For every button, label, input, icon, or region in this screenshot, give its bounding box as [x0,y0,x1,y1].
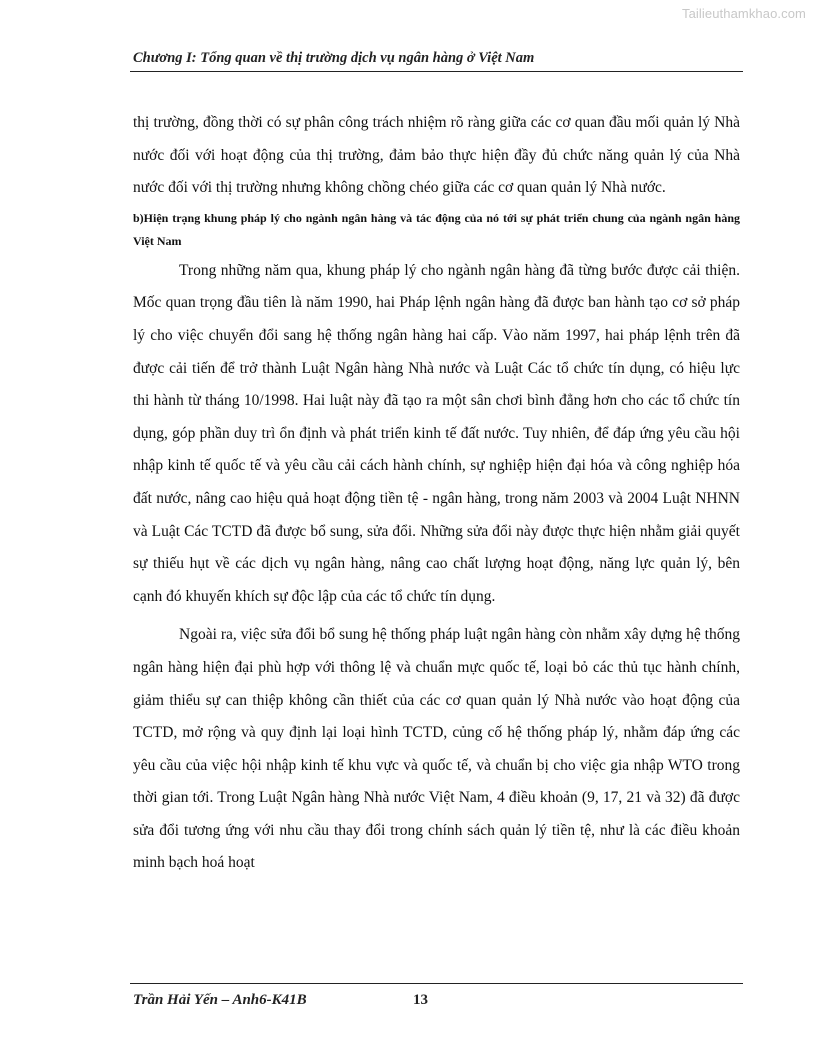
page-number: 13 [413,992,428,1008]
document-body [133,107,740,880]
paragraph-continued: thị trường, đồng thời có sự phân công trách nhiệm rõ ràng giữa các cơ quan đầu mối quản lý Nhà nước đối với hoạt động của thị trường, đảm bảo thực hiện đầy đủ chức năng quản lý của Nhà nước đối với thị trường nhưng không chồng chéo giữa các cơ quan quản lý Nhà nước. [133,114,740,197]
chapter-header: Chương I: Tổng quan về thị trường dịch vụ ngân hàng ở Việt Nam [133,50,535,66]
section-heading: b)Hiện trạng khung pháp lý cho ngành ngân hàng và tác động của nó tới sự phát triển chung của ngành ngân hàng Việt Nam [133,210,740,248]
footer-divider [130,983,743,984]
footer-author: Trần Hải Yến – Anh6-K41B [133,992,307,1008]
paragraph-legal-framework: Trong những năm qua, khung pháp lý cho ngành ngân hàng đã từng bước được cải thiện. Mốc quan trọng đầu tiên là năm 1990, hai Pháp lệnh ngân hàng đã được ban hành tạo cơ sở pháp lý cho việc chuyển đổi sang hệ thống ngân hàng hai cấp. Vào năm 1997, hai pháp lệnh trên đã được cải tiến để trở thành Luật Ngân hàng Nhà nước và Luật Các tổ chức tín dụng, có hiệu lực thi hành từ tháng 10/1998. Hai luật này đã tạo ra một sân chơi bình đẳng hơn cho các tổ chức tín dụng, góp phần duy trì ổn định và phát triển kinh tế đất nước. Tuy nhiên, để đáp ứng yêu cầu hội nhập kinh tế quốc tế và yêu cầu cải cách hành chính, sự nghiệp hiện đại hóa và công nghiệp hóa đất nước, nâng cao hiệu quả hoạt động tiền tệ - ngân hàng, trong năm 2003 và 2004 Luật NHNN và Luật Các TCTD đã được bổ sung, sửa đổi. Những sửa đổi này được thực hiện nhằm giải quyết sự thiếu hụt về các dịch vụ ngân hàng, nâng cao chất lượng hoạt động, năng lực quản lý, bên cạnh đó khuyến khích sự độc lập của các tổ chức tín dụng. [133,261,740,605]
paragraph-legal-reform: Ngoài ra, việc sửa đổi bổ sung hệ thống pháp luật ngân hàng còn nhằm xây dựng hệ thống ngân hàng hiện đại phù hợp với thông lệ và chuẩn mực quốc tế, loại bỏ các thủ tục hành chính, giảm thiểu sự can thiệp không cần thiết của các cơ quan quản lý Nhà nước vào hoạt động của TCTD, mở rộng và quy định lại loại hình TCTD, củng cố hệ thống pháp lý, nhằm đáp ứng các yêu cầu của việc hội nhập kinh tế khu vực và quốc tế, và chuẩn bị cho việc gia nhập WTO trong thời gian tới. Trong Luật Ngân hàng Nhà nước Việt Nam, 4 điều khoản (9, 17, 21 và 32) đã được sửa đổi tương ứng với nhu cầu thay đổi trong chính sách quản lý tiền tệ, như là các điều khoản minh bạch hoá hoạt [133,626,740,872]
watermark-text: Tailieuthamkhao.com [681,6,806,21]
header-divider [130,71,743,72]
